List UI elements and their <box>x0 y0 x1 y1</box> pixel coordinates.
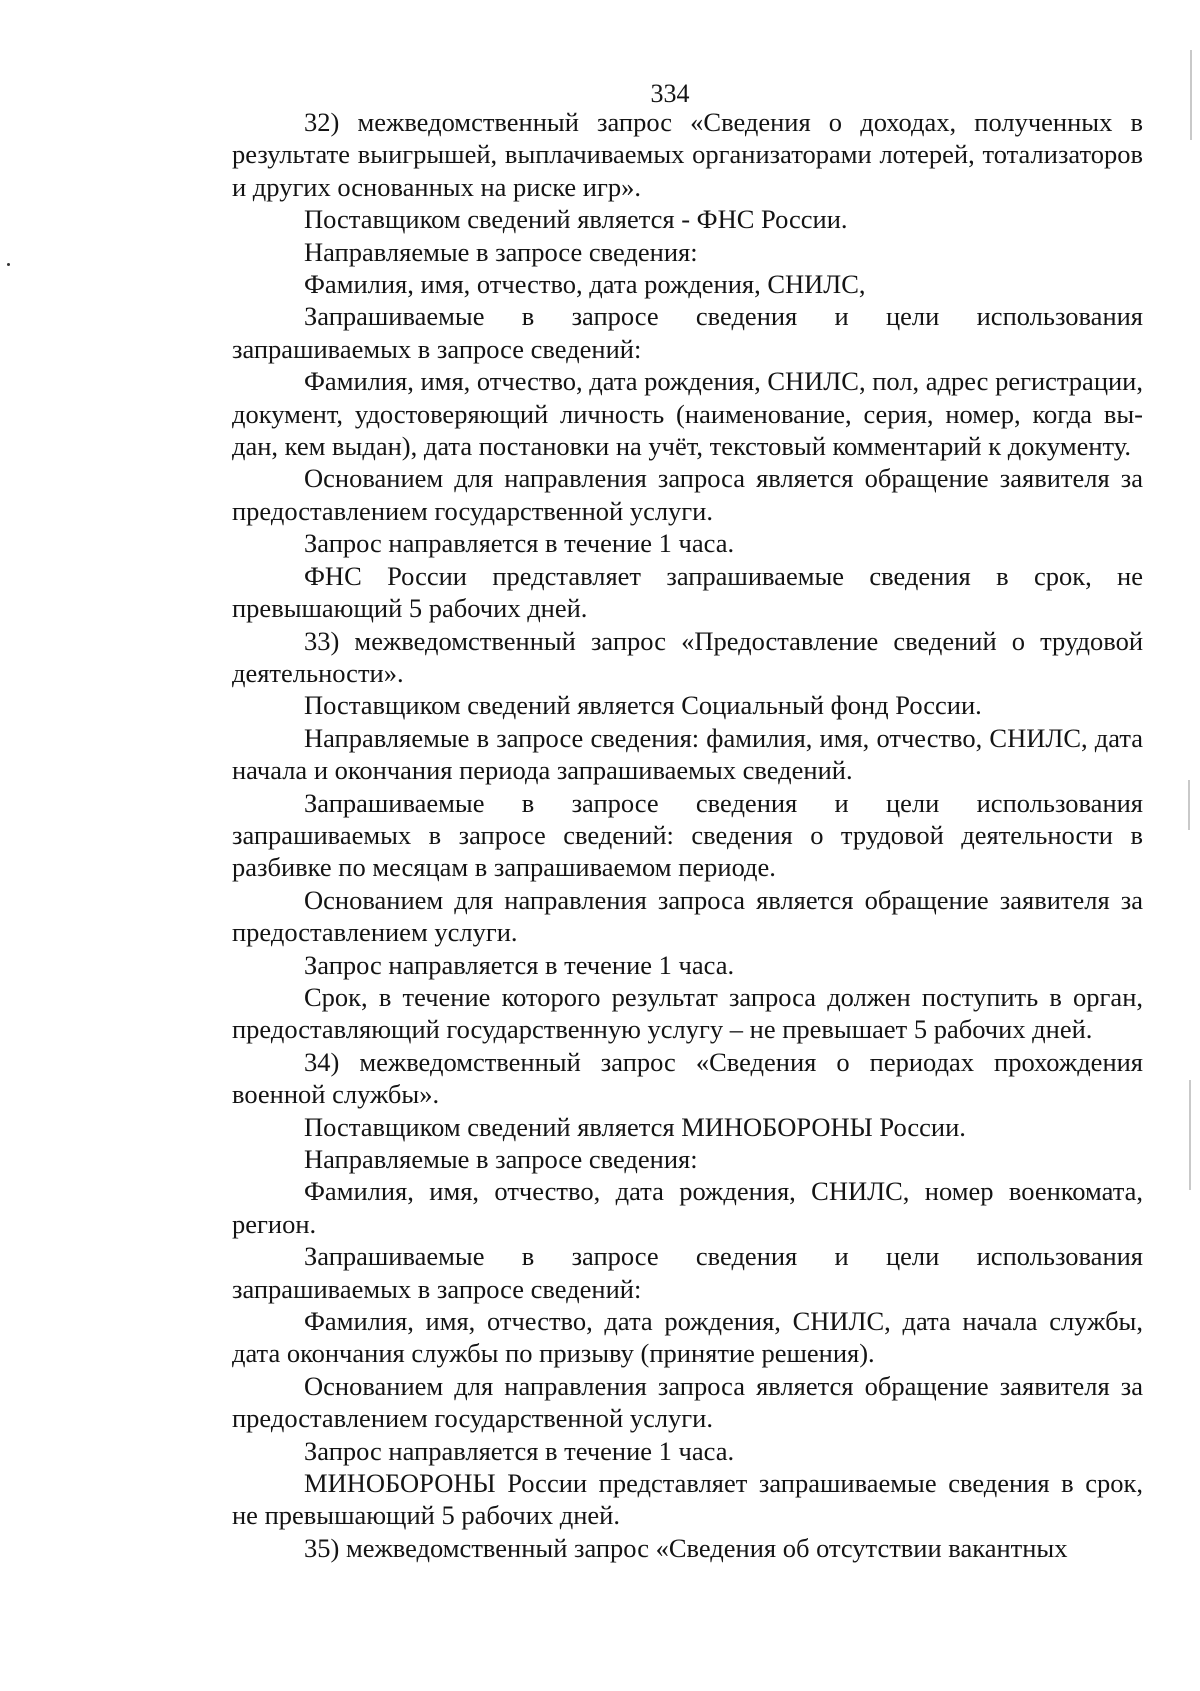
paragraph: Запрашиваемые в запросе сведения и цели использования запрашиваемых в запросе сведений: сведения о трудовой деятельности в разбивке по месяцам в запрашиваемом периоде. <box>232 787 1143 883</box>
scan-edge-mark <box>1189 1080 1191 1190</box>
paragraph: Запрашиваемые в запросе сведения и цели использования запрашиваемых в запросе сведений: <box>232 301 1143 364</box>
document-body <box>232 106 1143 1564</box>
paragraph: Фамилия, имя, отчество, дата рождения, СНИЛС, <box>304 269 866 300</box>
paragraph: ФНС России представляет запрашиваемые сведения в срок, не превышающий 5 рабочих дней. <box>232 560 1143 624</box>
paragraph: Фамилия, имя, отчество, дата рождения, СНИЛС, номер военкомата, регион. <box>232 1176 1143 1239</box>
paragraph: Основанием для направления запроса является обращение заявителя за предоставлением государственной услуги. <box>232 1370 1143 1434</box>
paragraph: Направляемые в запросе сведения: <box>304 1144 698 1174</box>
paragraph: МИНОБОРОНЫ России представляет запрашиваемые сведения в срок, не превышающий 5 рабочих дней. <box>232 1468 1143 1531</box>
paragraph: Запрос направляется в течение 1 часа. <box>304 949 735 980</box>
paragraph: Фамилия, имя, отчество, дата рождения, СНИЛС, пол, адрес регистрации, документ, удостоверяющий личность (наименование, серия, номер, когда вы-дан, кем выдан), дата постановки на учёт, текстовый комментарий к документу. <box>232 366 1143 462</box>
paragraph: Основанием для направления запроса является обращение заявителя за предоставлением услуги. <box>232 884 1143 948</box>
paragraph: Поставщиком сведений является МИНОБОРОНЫ России. <box>304 1111 966 1142</box>
paragraph: 34) межведомственный запрос «Сведения о периодах прохождения военной службы». <box>232 1046 1143 1110</box>
paragraph: Направляемые в запросе сведения: фамилия, имя, отчество, СНИЛС, дата начала и окончания периода запрашиваемых сведений. <box>232 722 1143 786</box>
paragraph: Фамилия, имя, отчество, дата рождения, СНИЛС, дата начала службы, дата окончания службы по призыву (принятие решения). <box>232 1306 1143 1369</box>
paragraph: Поставщиком сведений является - ФНС России. <box>304 204 848 235</box>
paragraph: Срок, в течение которого результат запроса должен поступить в орган, предоставляющий государственную услугу – не превышает 5 рабочих дней. <box>232 981 1143 1045</box>
paragraph: Поставщиком сведений является Социальный фонд России. <box>304 690 982 721</box>
scan-edge-mark <box>1188 780 1190 830</box>
paragraph: 35) межведомственный запрос «Сведения об отсутствии вакантных <box>304 1532 1068 1563</box>
page-number: 334 <box>650 79 690 108</box>
paragraph: 33) межведомственный запрос «Предоставление сведений о трудовой деятельности». <box>232 625 1143 688</box>
paragraph: Запрос направляется в течение 1 часа. <box>304 1435 735 1466</box>
paragraph: Запрос направляется в течение 1 часа. <box>304 528 735 559</box>
paragraph: Направляемые в запросе сведения: <box>304 236 698 267</box>
scan-speck <box>7 263 10 266</box>
paragraph: Основанием для направления запроса является обращение заявителя за предоставлением государственной услуги. <box>232 463 1143 526</box>
paragraph: 32) межведомственный запрос «Сведения о доходах, полученных в результате выигрышей, выплачиваемых организаторами лотерей, тотализаторов и других основанных на риске игр». <box>232 107 1143 202</box>
paragraph: Запрашиваемые в запросе сведения и цели использования запрашиваемых в запросе сведений: <box>232 1241 1143 1304</box>
